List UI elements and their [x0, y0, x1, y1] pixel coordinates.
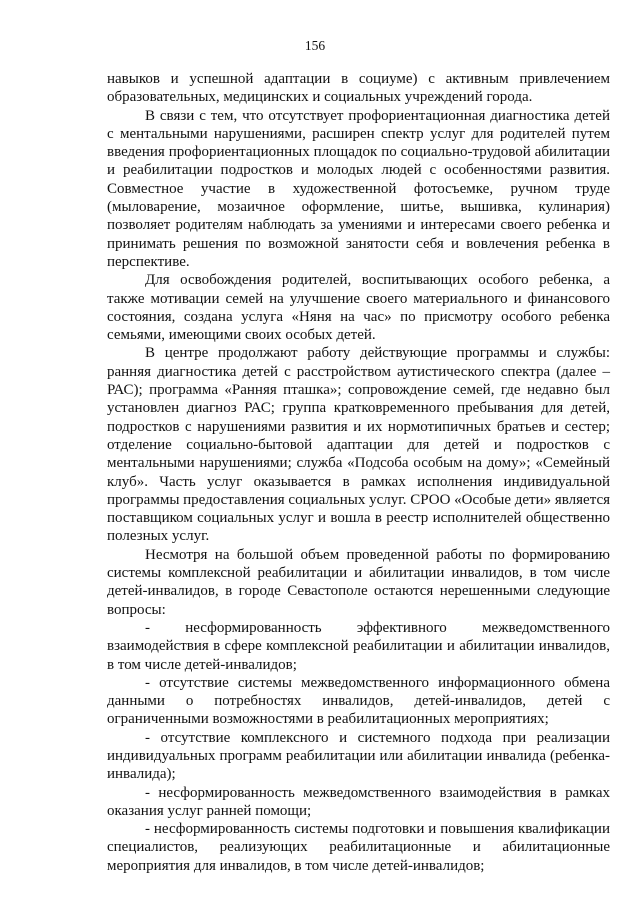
paragraph: В центре продолжают работу действующие программы и службы: ранняя диагностика детей с расстройством аутистического спектра (далее – РАС); программа «Ранняя пташка»; сопровождение семей, где недавно был установлен диагноз РАС; группа кратковременного пребывания для детей, подростков с нарушениями развития и их нормотипичных братьев и сестер; отделение социально-бытовой адаптации для детей и подростков с ментальными нарушениями; служба «Подсоба особым на дому»; «Семейный клуб». Часть услуг оказывается в рамках исполнения индивидуальной программы предоставления социальных услуг. СРОО «Особые дети» является поставщиком социальных услуг и вошла в реестр исполнителей общественно полезных услуг.: [107, 345, 611, 545]
list-item: - отсутствие комплексного и системного подхода при реализации индивидуальных программ реабилитации или абилитации инвалида (ребенка-инвалида);: [107, 729, 610, 783]
paragraph: Для освобождения родителей, воспитывающих особого ребенка, а также мотивации семей на улучшение своего материального и финансового состояния, создана услуга «Няня на час» по присмотру особого ребенка семьями, имеющими своих особых детей.: [107, 272, 610, 344]
list-item: - несформированность системы подготовки и повышения квалификации специалистов, реализующих реабилитационные и абилитационные мероприятия для инвалидов, в том числе детей-инвалидов;: [107, 821, 610, 874]
paragraph: Несмотря на большой объем проведенной работы по формированию системы комплексной реабилитации и абилитации инвалидов, в том числе детей-инвалидов, в городе Севастополе остаются нерешенными следующие вопросы:: [107, 546, 610, 618]
paragraph: В связи с тем, что отсутствует профориентационная диагностика детей с ментальными нарушениями, расширен спектр услуг для родителей путем введения профориентационных площадок по социально-трудовой абилитации и реабилитации подростков и молодых людей с особенностями развития. Совместное участие в художественной фотосъемке, ручном труде (мыловарение, мозаичное оформление, шитье, вышивка, кулинария) позволяет родителям наблюдать за умениями и интересами своего ребенка и принимать решения по возможной занятости себя и вовлечения ребенка в перспективе.: [107, 107, 610, 270]
paragraph-continuation: навыков и успешной адаптации в социуме) с активным привлечением образовательных, медицинских и социальных учреждений города.: [107, 71, 610, 106]
list-item: - несформированность эффективного межведомственного взаимодействия в сфере комплексной реабилитации и абилитации инвалидов, в том числе детей-инвалидов;: [107, 619, 610, 673]
page-number: 156: [304, 38, 326, 53]
list-item: - отсутствие системы межведомственного информационного обмена данными о потребностях инвалидов, детей-инвалидов, детей с ограниченными возможностями в реабилитационных мероприятиях;: [107, 674, 610, 728]
body-text: [107, 70, 610, 875]
list-item: - несформированность межведомственного взаимодействия в рамках оказания услуг ранней помощи;: [107, 784, 610, 819]
